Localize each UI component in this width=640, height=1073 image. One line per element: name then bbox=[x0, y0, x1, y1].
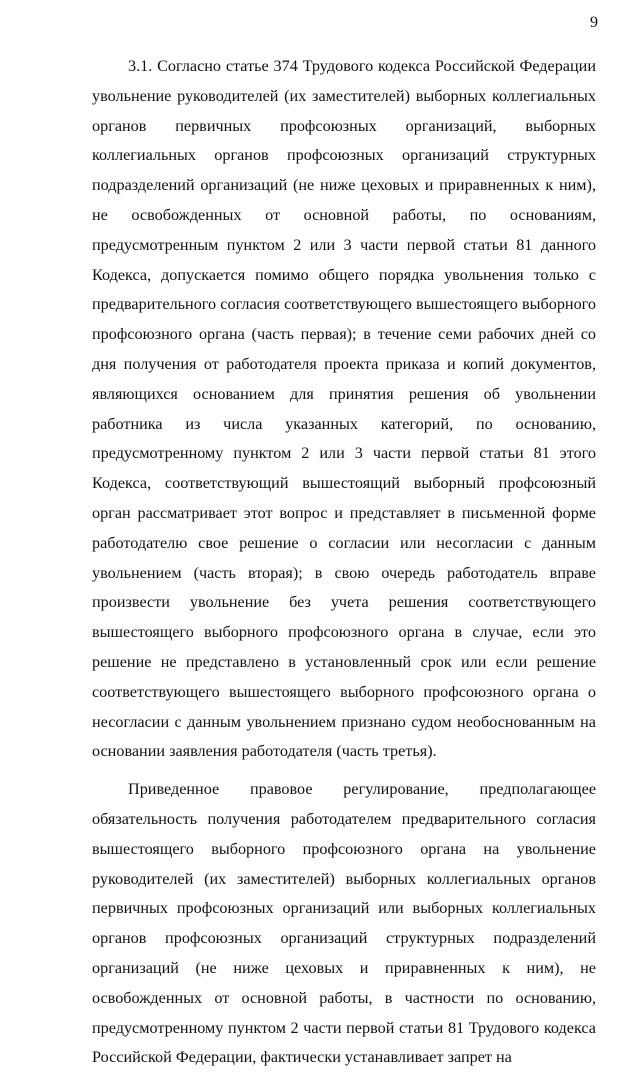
page-number: 9 bbox=[590, 14, 598, 31]
document-body bbox=[92, 52, 596, 1073]
paragraph-1: 3.1. Согласно статье 374 Трудового кодекса Российской Федерации увольнение руководителей (их заместителей) выборных коллегиальных органов первичных профсоюзных организаций, выборных коллегиальных органов профсоюзных организаций структурных подразделений организаций (не ниже цеховых и приравненных к ним), не освобожденных от основной работы, по основаниям, предусмотренным пунктом 2 или 3 части первой статьи 81 данного Кодекса, допускается помимо общего порядка увольнения только с предварительного согласия соответствующего вышестоящего выборного профсоюзного органа (часть первая); в течение семи рабочих дней со дня получения от работодателя проекта приказа и копий документов, являющихся основанием для принятия решения об увольнении работника из числа указанных категорий, по основанию, предусмотренному пунктом 2 или 3 части первой статьи 81 этого Кодекса, соответствующий вышестоящий выборный профсоюзный орган рассматривает этот вопрос и представляет в письменной форме работодателю свое решение о согласии или несогласии с данным увольнением (часть вторая); в свою очередь работодатель вправе произвести увольнение без учета решения соответствующего вышестоящего выборного профсоюзного органа в случае, если это решение не представлено в установленный срок или если решение соответствующего вышестоящего выборного профсоюзного органа о несогласии с данным увольнением признано судом необоснованным на основании заявления работодателя (часть третья). bbox=[92, 57, 596, 761]
paragraph-2: Приведенное правовое регулирование, предполагающее обязательность получения работодателем предварительного согласия вышестоящего выборного профсоюзного органа на увольнение руководителей (их заместителей) выборных коллегиальных органов первичных профсоюзных организаций или выборных коллегиальных органов профсоюзных организаций структурных подразделений организаций (не ниже цеховых и приравненных к ним), не освобожденных от основной работы, в частности по основанию, предусмотренному пунктом 2 части первой статьи 81 Трудового кодекса Российской Федерации, фактически устанавливает запрет на bbox=[92, 780, 596, 1067]
